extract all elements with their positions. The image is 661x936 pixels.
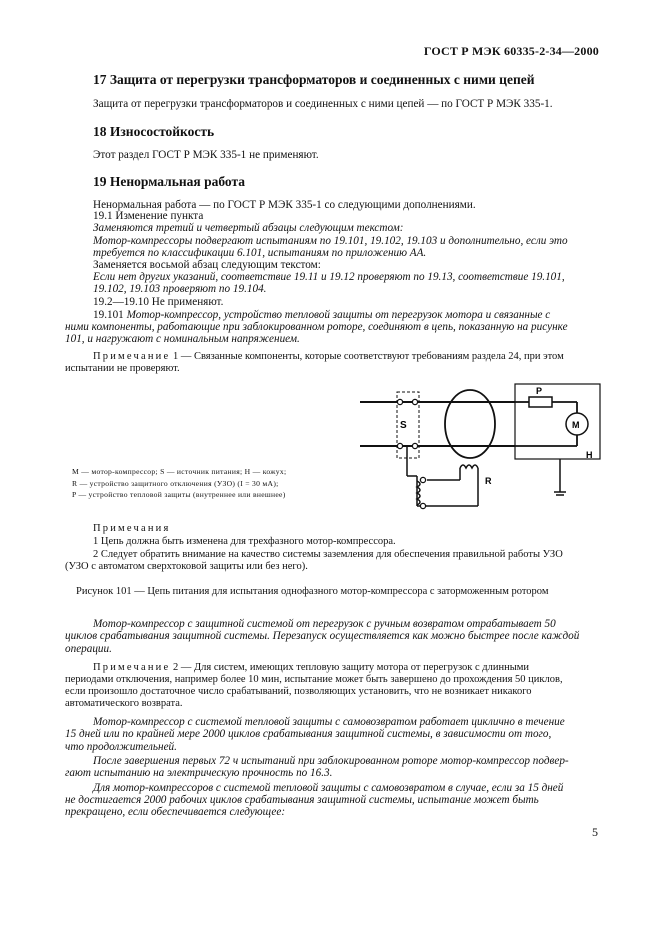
note-1-line2: испытании не проверяют.: [65, 363, 180, 374]
auto-reset-line1: Мотор-компрессор с системой тепловой защиты с самовозвратом работает циклично в течение: [93, 716, 565, 728]
clause-19-101-line3: 101, и нагружают с номинальным напряжением.: [65, 333, 300, 345]
label-s: S: [400, 420, 407, 431]
clause-number: 19.101: [93, 309, 124, 321]
section-19-heading: 19 Ненормальная работа: [93, 174, 246, 189]
clause-19-1-replace-note: Заменяются третий и четвертый абзацы следующим текстом:: [93, 222, 404, 234]
note-label: Примечание: [93, 351, 171, 362]
manual-reset-line2: циклов срабатывания защитной системы. Перезапуск осуществляется как можно быстрее после каждой: [65, 630, 580, 642]
manual-reset-line3: операции.: [65, 643, 112, 655]
figure-legend: [72, 466, 286, 501]
legend-line: M — мотор-компрессор; S — источник питания; H — кожух;: [72, 467, 287, 476]
clause-19-101-text: Мотор-компрессор, устройство тепловой защиты от перегрузок мотора и связанные с: [126, 309, 551, 321]
section-17-text: Защита от перегрузки трансформаторов и соединенных с ними цепей — по ГОСТ Р МЭК 335-1.: [93, 98, 553, 110]
note-label: Примечание: [93, 662, 171, 673]
termination-line2: не достигается 2000 рабочих циклов срабатывания защитной системы, испытание может быть: [65, 794, 539, 806]
section-17-heading: 17 Защита от перегрузки трансформаторов и соединенных с ними цепей: [93, 72, 535, 87]
section-19-intro: Ненормальная работа — по ГОСТ Р МЭК 335-1 со следующими дополнениями.: [93, 199, 476, 211]
after-72h-line2: гают испытанию на электрическую прочность по 16.3.: [65, 767, 333, 779]
terminal: [412, 399, 417, 404]
section-18-heading: 18 Износостойкость: [93, 124, 215, 139]
figure-notes-title: Примечания: [93, 523, 171, 534]
note-2-line3: если произошло достаточное число срабатываний, позволяющих установить, что не возникает никакого: [65, 686, 532, 697]
legend-line: R — устройство защитного отключения (УЗО) (I = 30 мА);: [72, 478, 279, 488]
page-number: 5: [592, 825, 598, 839]
legend-line: P — устройство тепловой защиты (внутреннее или внешнее): [72, 490, 286, 499]
termination-line3: прекращено, если обеспечивается следующее:: [65, 806, 286, 818]
manual-reset-line1: Мотор-компрессор с защитной системой от перегрузок с ручным возвратом отрабатывает 50: [93, 618, 556, 630]
figure-note-1: 1 Цепь должна быть изменена для трехфазного мотор-компрессора.: [93, 536, 396, 547]
clause-19-1-text-line2: требуется по классификации 6.101, испытаниям по приложению АА.: [93, 247, 427, 259]
figure-note-2-line2: (УЗО с автоматом сверхтоковой защиты или без него).: [65, 561, 308, 572]
housing-enclosure: [445, 390, 495, 458]
thermal-protector-p: [529, 397, 552, 407]
clause-19-1-eighth-line1: Если нет других указаний, соответствие 19.11 и 19.12 проверяют по 19.13, соответствие 19.101,: [93, 271, 565, 283]
document-header: ГОСТ Р МЭК 60335-2-34—2000: [423, 44, 599, 58]
label-p: P: [536, 386, 543, 396]
terminal: [420, 477, 425, 482]
note-2-line4: автоматического возврата.: [65, 698, 183, 709]
circuit-diagram: [355, 380, 615, 510]
note-1-text: 1 — Связанные компоненты, которые соответствуют требованиям раздела 24, при этом: [172, 351, 564, 362]
figure-caption: Рисунок 101 — Цепь питания для испытания однофазного мотор-компрессора с заторможенным ротором: [76, 586, 549, 597]
clause-19-1: 19.1 Изменение пункта: [93, 210, 204, 222]
terminal: [397, 399, 402, 404]
terminal: [397, 443, 402, 448]
label-r: R: [485, 476, 492, 486]
note-2-text: 2 — Для систем, имеющих тепловую защиту мотора от перегрузок с длинными: [172, 662, 530, 673]
section-18-text: Этот раздел ГОСТ Р МЭК 335-1 не применяют.: [93, 149, 319, 161]
label-m: M: [572, 420, 580, 430]
clause-19-2-19-10: 19.2—19.10 Не применяют.: [93, 296, 224, 308]
note-2-line2: периодами отключения, например более 10 мин, испытание может быть завершено до прохождения 50 циклов,: [65, 674, 563, 685]
clause-19-1-eighth-line2: 19.102, 19.103 проверяют по 19.104.: [93, 283, 267, 295]
clause-19-101-line2: ними компоненты, работающие при заблокированном роторе, соединяют в цепь, показанную на рисунке: [65, 321, 568, 333]
terminal: [420, 503, 425, 508]
figure-note-2-line1: 2 Следует обратить внимание на качество системы заземления для обеспечения правильной работы УЗО: [93, 549, 563, 560]
termination-line1: Для мотор-компрессоров с системой тепловой защиты с самовозвратом в случае, если за 15 дней: [93, 782, 564, 794]
terminal: [412, 443, 417, 448]
clause-19-1-replace-eighth: Заменяется восьмой абзац следующим текстом:: [93, 259, 321, 271]
auto-reset-line2: 15 дней или по крайней мере 2000 циклов срабатывания защитной системы, в зависимости от того,: [65, 728, 552, 740]
label-h: H: [586, 450, 593, 460]
clause-19-1-text-line1: Мотор-компрессоры подвергают испытаниям по 19.101, 19.102, 19.103 и дополнительно, если это: [93, 235, 568, 247]
auto-reset-line3: что продолжительней.: [65, 741, 177, 753]
after-72h-line1: После завершения первых 72 ч испытаний при заблокированном роторе мотор-компрессор подвер-: [93, 755, 569, 767]
